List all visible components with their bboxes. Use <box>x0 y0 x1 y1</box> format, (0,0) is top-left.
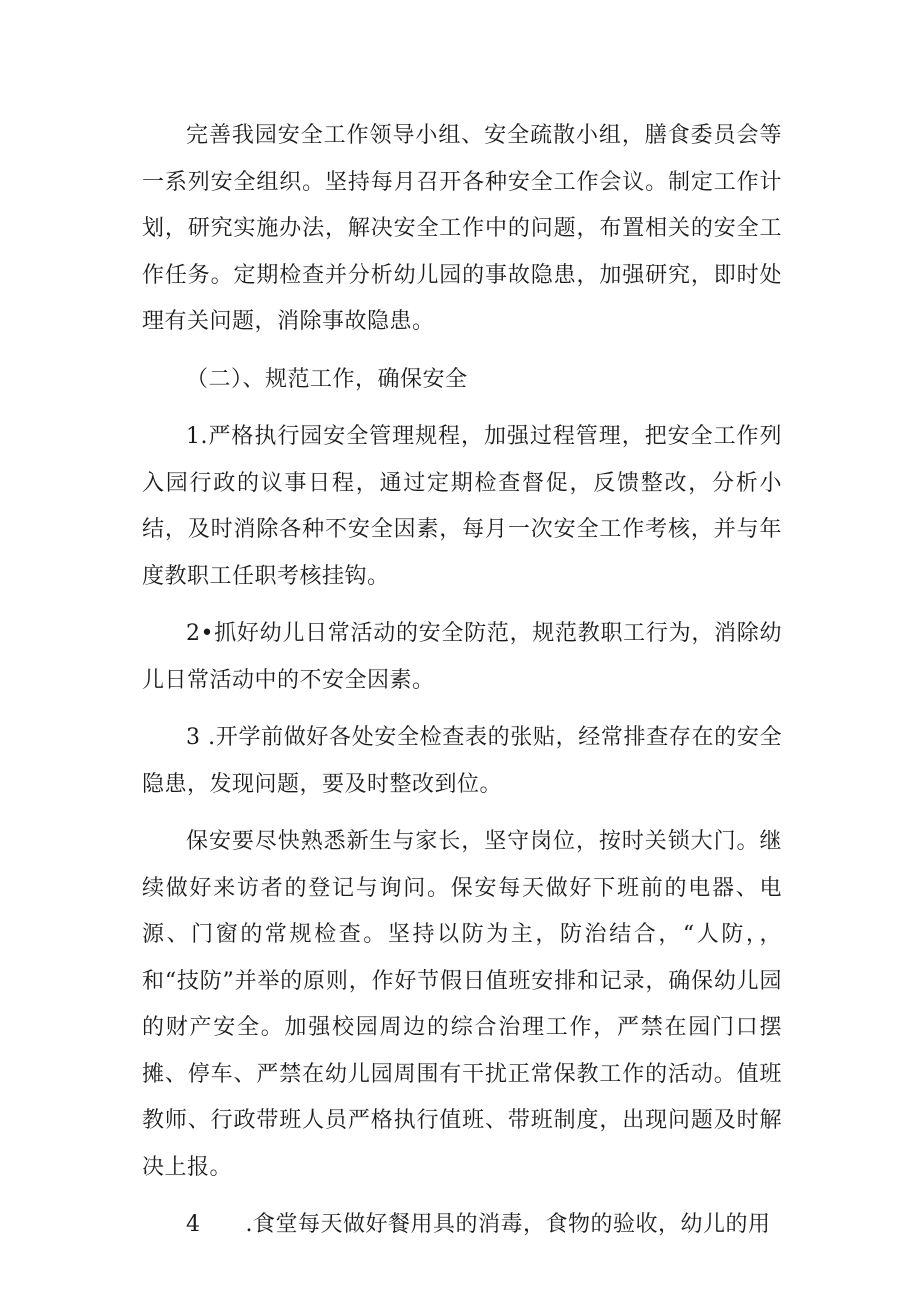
paragraph-item-4: 4 .食堂每天做好餐用具的消毒，食物的验收，幼儿的用 <box>186 1212 771 1237</box>
paragraph-safety-organization: 完善我园安全工作领导小组、安全疏散小组，膳食委员会等一系列安全组织。坚持每月召开各种安全工作会议。制定工作计划，研究实施办法，解决安全工作中的问题，布置相关的安全工作任务。定期检查并分析幼儿园的事故隐患，加强研究，即时处理有关问题，消除事故隐患。 <box>142 123 782 334</box>
section-heading-standardize-work: （二）、规范工作，确保安全 <box>186 366 468 392</box>
paragraph-security-guard: 保安要尽快熟悉新生与家长，坚守岗位，按时关锁大门。继续做好来访者的登记与询问。保安每天做好下班前的电器、电源、门窗的常规检查。坚持以防为主，防治结合，“人防，，和“技防”并举的原则，作好节假日值班安排和记录，确保幼儿园的财产安全。加强校园周边的综合治理工作，严禁在园门口摆摊、停车、严禁在幼儿园周围有干扰正常保教工作的活动。值班教师、行政带班人员严格执行值班、带班制度，出现问题及时解决上报。 <box>142 829 782 1180</box>
document-body <box>142 113 782 1260</box>
paragraph-item-2: 2•抓好幼儿日常活动的安全防范，规范教职工行为，消除幼儿日常活动中的不安全因素。 <box>142 621 782 693</box>
paragraph-item-1: 1.严格执行园安全管理规程，加强过程管理，把安全工作列入园行政的议事日程，通过定期检查督促，反馈整改，分析小结，及时消除各种不安全因素，每月一次安全工作考核，并与年度教职工任职考核挂钩。 <box>142 424 782 589</box>
paragraph-item-3: 3 .开学前做好各处安全检查表的张贴，经常排查存在的安全隐患，发现问题，要及时整改到位。 <box>142 725 782 797</box>
